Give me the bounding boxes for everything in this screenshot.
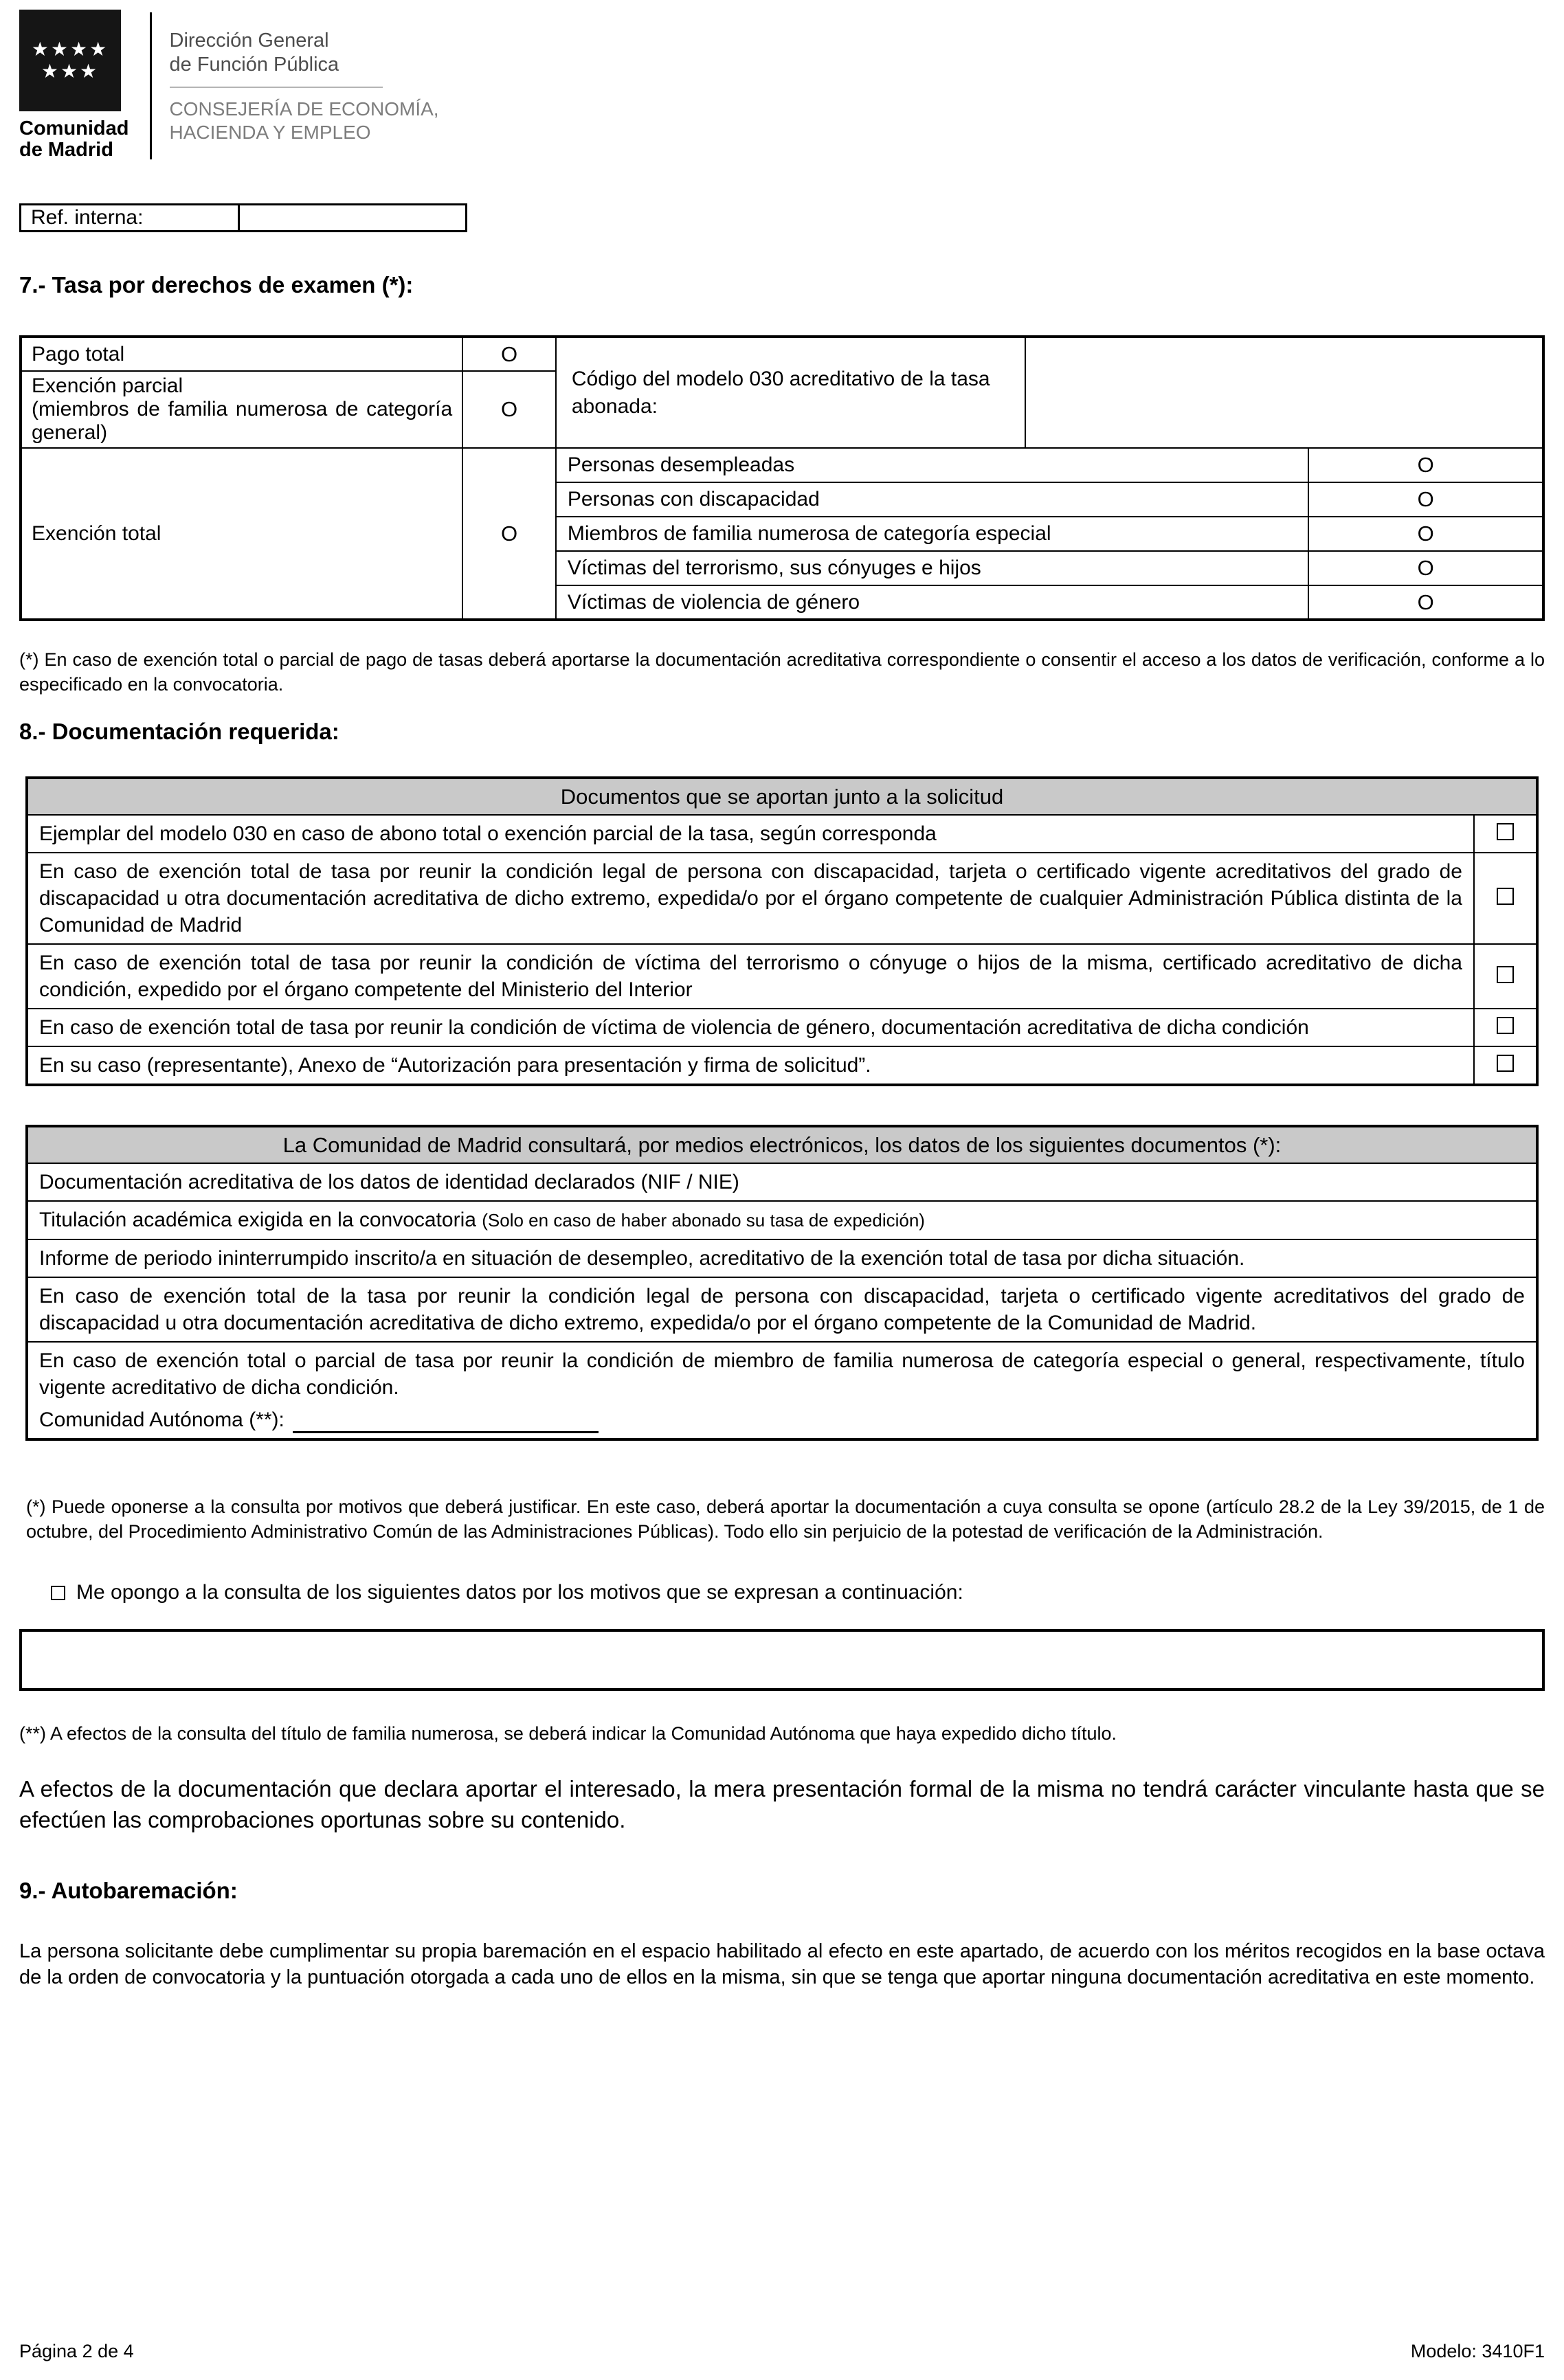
fee-label-exencion-total: Exención total [21, 448, 462, 620]
fee-radio-pago-total[interactable]: O [462, 337, 556, 371]
section7-title: 7.- Tasa por derechos de examen (*): [19, 272, 414, 298]
consult-table-header-row [27, 1126, 1537, 1163]
page-number: Página 2 de 4 [19, 2341, 134, 2361]
logo-caption [19, 118, 129, 161]
document-checkbox-terrorismo[interactable] [1497, 966, 1514, 983]
fee-label-pago-total: Pago total [21, 337, 462, 371]
consult-row [27, 1163, 1537, 1201]
document-check-cell [1474, 1046, 1537, 1085]
section9-title: 9.- Autobaremación: [19, 1878, 238, 1903]
exemption-option-discapacidad: Personas con discapacidad [556, 482, 1308, 517]
fee-row-pago-total [21, 337, 1543, 371]
document-row [27, 944, 1537, 1009]
consult-item-titulacion-note: (Solo en caso de haber abonado su tasa de expedición) [482, 1210, 925, 1231]
exemption-option-familia-numerosa: Miembros de familia numerosa de categoría especial [556, 517, 1308, 551]
exemption-option-desempleadas: Personas desempleadas [556, 448, 1308, 482]
consult-row [27, 1277, 1537, 1342]
ref-interna-label: Ref. interna: [31, 206, 144, 229]
oppose-checkbox[interactable] [51, 1586, 65, 1600]
oppose-reasons-input[interactable] [19, 1629, 1545, 1691]
consult-item-titulacion [27, 1201, 1537, 1239]
document-label: En caso de exención total de tasa por reunir la condición de víctima del terrorismo o cónyuge o hijos de la misma, certificado acreditativo de dicha condición, expedido por el órgano competente del Ministerio del Interior [27, 944, 1474, 1009]
consult-item-desempleo: Informe de periodo ininterrumpido inscrito/a en situación de desempleo, acreditativo de la exención total de tasa por dicha situación. [27, 1239, 1537, 1277]
document-label: En caso de exención total de tasa por reunir la condición legal de persona con discapacidad, tarjeta o certificado vigente acreditativos del grado de discapacidad u otra documentación acreditativa de dicho extremo, expedida/o por el órgano competente de cualquier Administración Pública distinta de la Comunidad de Madrid [27, 853, 1474, 944]
ref-interna-input[interactable] [238, 205, 465, 230]
document-row [27, 1009, 1537, 1046]
logo-caption-line2: de Madrid [19, 139, 113, 161]
letterhead [19, 10, 1545, 161]
documents-table-header: Documentos que se aportan junto a la solicitud [27, 778, 1537, 815]
page-footer [0, 2341, 1564, 2380]
letterhead-divider [150, 12, 152, 159]
consult-table [25, 1125, 1539, 1441]
consult-item-familia-numerosa-text: En caso de exención total o parcial de tasa por reunir la condición de miembro de familia numerosa de categoría especial o general, respectivamente, título vigente acreditativo de dicha condición. [39, 1349, 1525, 1399]
exemption-radio-familia-numerosa[interactable]: O [1308, 517, 1543, 551]
comunidad-autonoma-line [39, 1406, 1525, 1433]
codigo-030-label: Código del modelo 030 acreditativo de la tasa abonada: [556, 337, 1025, 448]
exemption-radio-terrorismo[interactable]: O [1308, 551, 1543, 585]
madrid-logo [19, 10, 129, 161]
fee-footnote: (*) En caso de exención total o parcial de pago de tasas deberá aportarse la documentación acreditativa correspondiente o consentir el acceso a los datos de verificación, conforme a lo especificado en la convocatoria. [19, 649, 1545, 695]
comunidad-autonoma-footnote: (**) A efectos de la consulta del título de familia numerosa, se deberá indicar la Comunidad Autónoma que haya expedido dicho título. [19, 1723, 1117, 1744]
document-label: En caso de exención total de tasa por reunir la condición de víctima de violencia de género, documentación acreditativa de dicha condición [27, 1009, 1474, 1046]
stars-row-top: ★★★★ [31, 38, 109, 60]
fee-radio-exencion-parcial[interactable]: O [462, 371, 556, 448]
documents-table [25, 776, 1539, 1086]
document-checkbox-representante[interactable] [1497, 1055, 1514, 1072]
consult-footnote: (*) Puede oponerse a la consulta por motivos que deberá justificar. En este caso, deberá aportar la documentación a cuya consulta se opone (artículo 28.2 de la Ley 39/2015, de 1 de octubre, del Procedimiento Administrativo Común de las Administraciones Públicas). Todo ello sin perjuicio de la potestad de verificación de la Administración. [26, 1496, 1545, 1542]
consult-row [27, 1342, 1537, 1439]
document-row [27, 853, 1537, 944]
model-number: Modelo: 3410F1 [1410, 2341, 1545, 2361]
document-check-cell [1474, 1009, 1537, 1046]
document-check-cell [1474, 853, 1537, 944]
document-check-cell [1474, 944, 1537, 1009]
fee-row-exencion-total [21, 448, 1543, 482]
logo-caption-line1: Comunidad [19, 117, 129, 139]
comunidad-autonoma-input[interactable] [293, 1411, 599, 1433]
document-row [27, 815, 1537, 853]
madrid-flag-stars-icon [19, 10, 121, 111]
directorate-name: Dirección General de Función Pública [169, 30, 339, 76]
department-name: CONSEJERÍA DE ECONOMÍA, HACIENDA Y EMPLEO [169, 98, 439, 143]
exemption-option-violencia-genero: Víctimas de violencia de género [556, 585, 1308, 620]
document-label: En su caso (representante), Anexo de “Autorización para presentación y firma de solicitud”. [27, 1046, 1474, 1085]
consult-item-familia-numerosa [27, 1342, 1537, 1439]
exemption-radio-desempleadas[interactable]: O [1308, 448, 1543, 482]
consult-item-identidad: Documentación acreditativa de los datos de identidad declarados (NIF / NIE) [27, 1163, 1537, 1201]
fee-radio-exencion-total[interactable]: O [462, 448, 556, 620]
consult-table-header: La Comunidad de Madrid consultará, por medios electrónicos, los datos de los siguientes documentos (*): [27, 1126, 1537, 1163]
stars-row-bottom: ★★★ [41, 60, 100, 82]
oppose-consult-row [51, 1581, 1545, 1604]
section8-title: 8.- Documentación requerida: [19, 719, 339, 744]
document-checkbox-modelo030[interactable] [1497, 823, 1514, 840]
exencion-parcial-note: (miembros de familia numerosa de categoría general) [32, 398, 453, 444]
fee-table [19, 335, 1545, 621]
consult-item-discapacidad: En caso de exención total de la tasa por reunir la condición legal de persona con discapacidad, tarjeta o certificado vigente acreditativos del grado de discapacidad u otra documentación acreditativa de dicho extremo, expedida/o por el órgano competente de la Comunidad de Madrid. [27, 1277, 1537, 1342]
document-checkbox-discapacidad[interactable] [1497, 888, 1514, 905]
oppose-label: Me opongo a la consulta de los siguientes datos por los motivos que se expresan a continuación: [76, 1581, 963, 1604]
ref-interna-box [19, 203, 467, 232]
exemption-option-terrorismo: Víctimas del terrorismo, sus cónyuges e hijos [556, 551, 1308, 585]
section9-paragraph: La persona solicitante debe cumplimentar su propia baremación en el espacio habilitado al efecto en este apartado, de acuerdo con los méritos recogidos en la base octava de la orden de convocatoria y la puntuación otorgada a cada uno de ellos en la misma, sin que se tenga que aportar ninguna documentación acreditativa en este momento. [19, 1940, 1545, 1988]
letterhead-rule [170, 87, 383, 88]
consult-row [27, 1239, 1537, 1277]
codigo-030-input[interactable] [1025, 337, 1543, 448]
document-checkbox-violencia-genero[interactable] [1497, 1017, 1514, 1034]
consult-row [27, 1201, 1537, 1239]
consult-item-titulacion-main: Titulación académica exigida en la convocatoria [39, 1209, 476, 1231]
documents-table-header-row [27, 778, 1537, 815]
letterhead-texts [170, 10, 439, 144]
document-label: Ejemplar del modelo 030 en caso de abono total o exención parcial de la tasa, según corresponda [27, 815, 1474, 853]
exemption-radio-discapacidad[interactable]: O [1308, 482, 1543, 517]
binding-paragraph: A efectos de la documentación que declara aportar el interesado, la mera presentación formal de la misma no tendrá carácter vinculante hasta que se efectúen las comprobaciones oportunas sobre su contenido. [19, 1776, 1545, 1832]
comunidad-autonoma-label: Comunidad Autónoma (**): [39, 1408, 284, 1431]
exencion-parcial-text: Exención parcial [32, 374, 183, 397]
exemption-radio-violencia-genero[interactable]: O [1308, 585, 1543, 620]
fee-label-exencion-parcial [21, 371, 462, 448]
document-check-cell [1474, 815, 1537, 853]
document-row [27, 1046, 1537, 1085]
